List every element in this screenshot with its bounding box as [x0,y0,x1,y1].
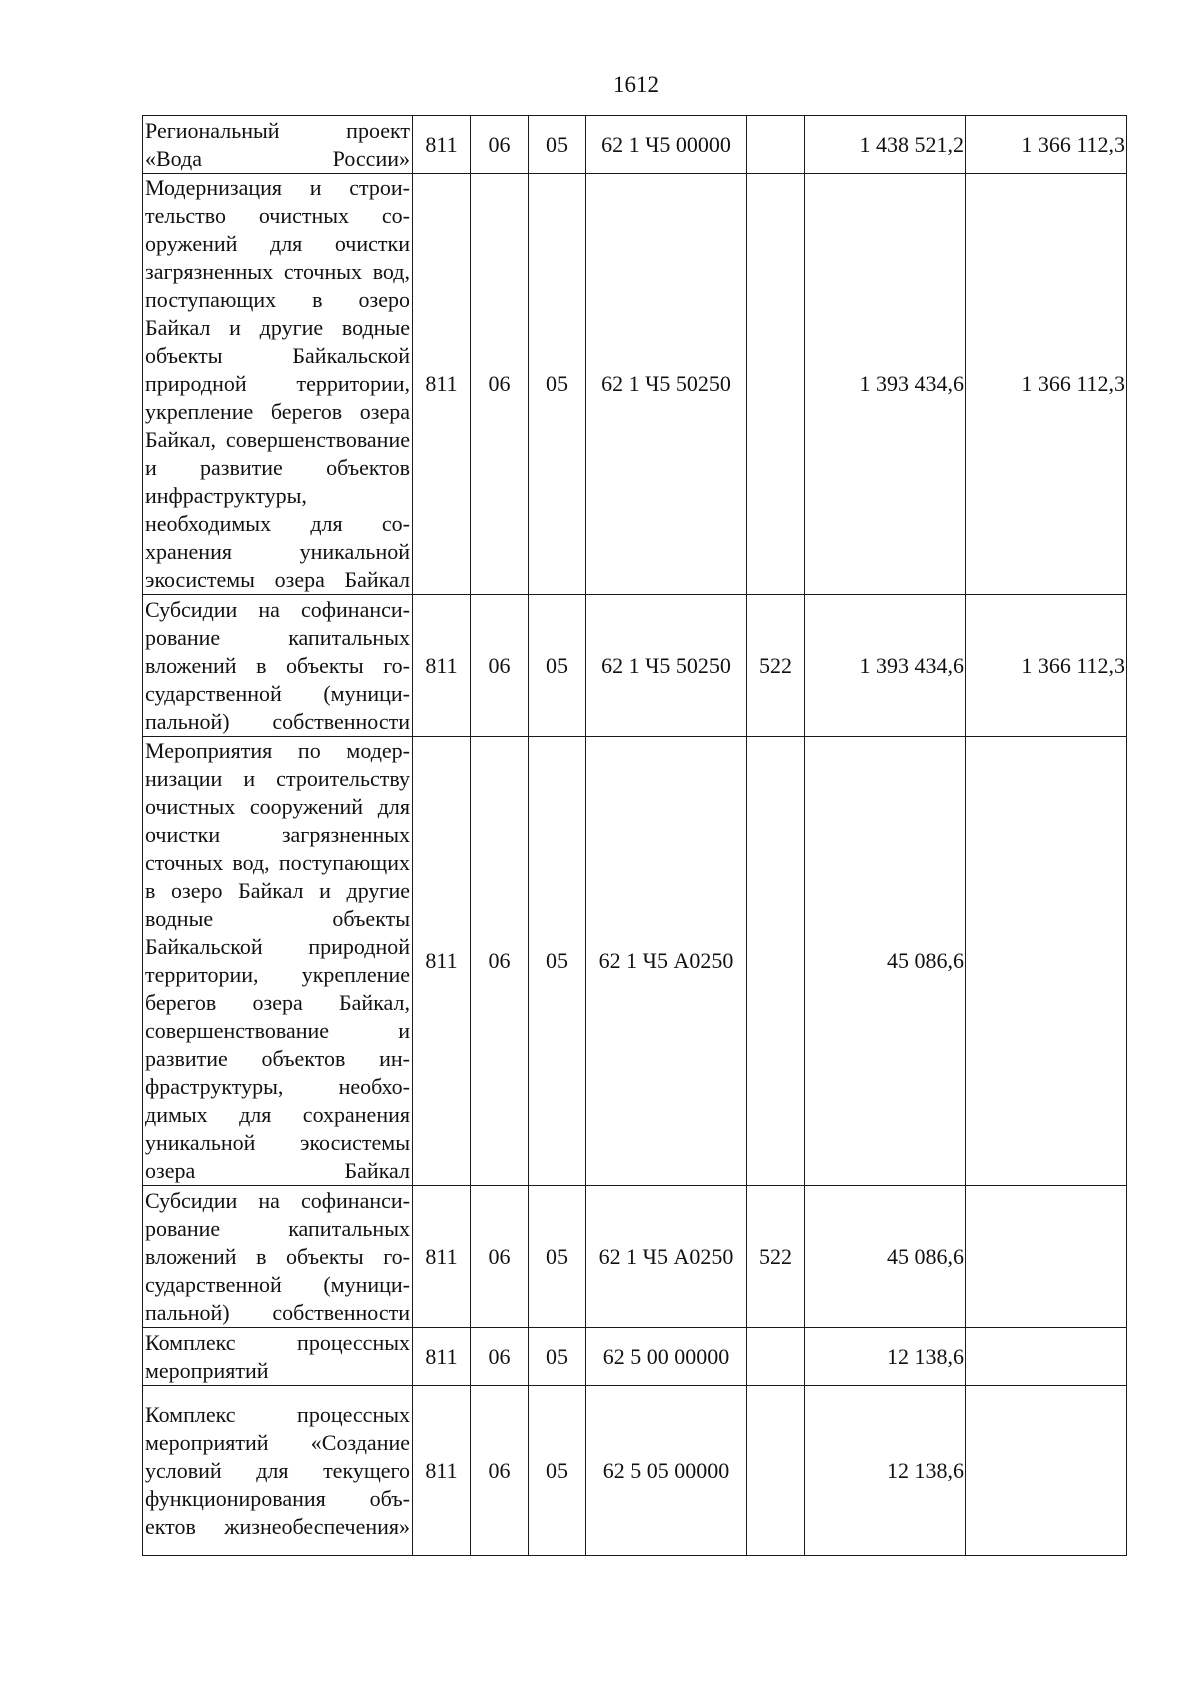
row-description: Комплекс процессных мероприятий «Создание условий для текущего функционирования объектов жизнеобеспечения» [143,1386,413,1556]
gr-code: 811 [413,595,471,737]
rz-code: 06 [471,1386,529,1556]
row-description: Мероприятия по модернизации и строительству очистных сооружений для очистки загрязненных сточных вод, поступающих в озеро Байкал и другие водные объекты Байкальской природной территории, укрепление берегов озера Байкал, совершенствование и развитие объектов инфраструктуры, необходимых для сохранения уникальной экосистемы озера Байкал [143,737,413,1186]
row-description: Региональный проект «Вода России» [143,116,413,174]
table-row [143,116,1127,174]
vr-code: 522 [747,1186,805,1328]
rz-code: 06 [471,116,529,174]
pr-code: 05 [529,116,586,174]
amount-year-2: 1 366 112,3 [966,116,1127,174]
amount-year-2: 1 366 112,3 [966,174,1127,595]
rz-code: 06 [471,1186,529,1328]
table-row [143,737,1127,1186]
amount-year-2 [966,1386,1127,1556]
amount-year-2 [966,1328,1127,1386]
amount-year-1: 1 438 521,2 [805,116,966,174]
budget-table [142,115,1127,1556]
csr-code: 62 1 Ч5 А0250 [586,1186,747,1328]
amount-year-1: 12 138,6 [805,1328,966,1386]
vr-code [747,174,805,595]
rz-code: 06 [471,1328,529,1386]
rz-code: 06 [471,174,529,595]
pr-code: 05 [529,595,586,737]
pr-code: 05 [529,174,586,595]
vr-code: 522 [747,595,805,737]
page-number: 1612 [613,72,659,97]
gr-code: 811 [413,1186,471,1328]
vr-code [747,116,805,174]
amount-year-2 [966,737,1127,1186]
vr-code [747,1386,805,1556]
row-description: Модернизация и строительство очистных сооружений для очистки загрязненных сточных вод, поступающих в озеро Байкал и другие водные объекты Байкальской природной территории, укрепление берегов озера Байкал, совершенствование и развитие объектов инфраструктуры, необходимых для сохранения уникальной экосистемы озера Байкал [143,174,413,595]
rz-code: 06 [471,595,529,737]
csr-code: 62 1 Ч5 00000 [586,116,747,174]
gr-code: 811 [413,1386,471,1556]
pr-code: 05 [529,1328,586,1386]
table-row [143,595,1127,737]
amount-year-1: 1 393 434,6 [805,174,966,595]
table-row [143,1328,1127,1386]
amount-year-1: 45 086,6 [805,737,966,1186]
csr-code: 62 1 Ч5 50250 [586,595,747,737]
pr-code: 05 [529,1386,586,1556]
pr-code: 05 [529,737,586,1186]
table-row [143,174,1127,595]
csr-code: 62 5 05 00000 [586,1386,747,1556]
amount-year-2 [966,1186,1127,1328]
table-row [143,1386,1127,1556]
csr-code: 62 5 00 00000 [586,1328,747,1386]
vr-code [747,1328,805,1386]
gr-code: 811 [413,1328,471,1386]
gr-code: 811 [413,737,471,1186]
amount-year-1: 45 086,6 [805,1186,966,1328]
gr-code: 811 [413,174,471,595]
amount-year-1: 1 393 434,6 [805,595,966,737]
row-description: Субсидии на софинансирование капитальных вложений в объекты государственной (муниципальной) собственности [143,595,413,737]
amount-year-2: 1 366 112,3 [966,595,1127,737]
vr-code [747,737,805,1186]
row-description: Комплекс процессных мероприятий [143,1328,413,1386]
rz-code: 06 [471,737,529,1186]
row-description: Субсидии на софинансирование капитальных вложений в объекты государственной (муниципальной) собственности [143,1186,413,1328]
pr-code: 05 [529,1186,586,1328]
csr-code: 62 1 Ч5 50250 [586,174,747,595]
table-row [143,1186,1127,1328]
amount-year-1: 12 138,6 [805,1386,966,1556]
csr-code: 62 1 Ч5 А0250 [586,737,747,1186]
gr-code: 811 [413,116,471,174]
